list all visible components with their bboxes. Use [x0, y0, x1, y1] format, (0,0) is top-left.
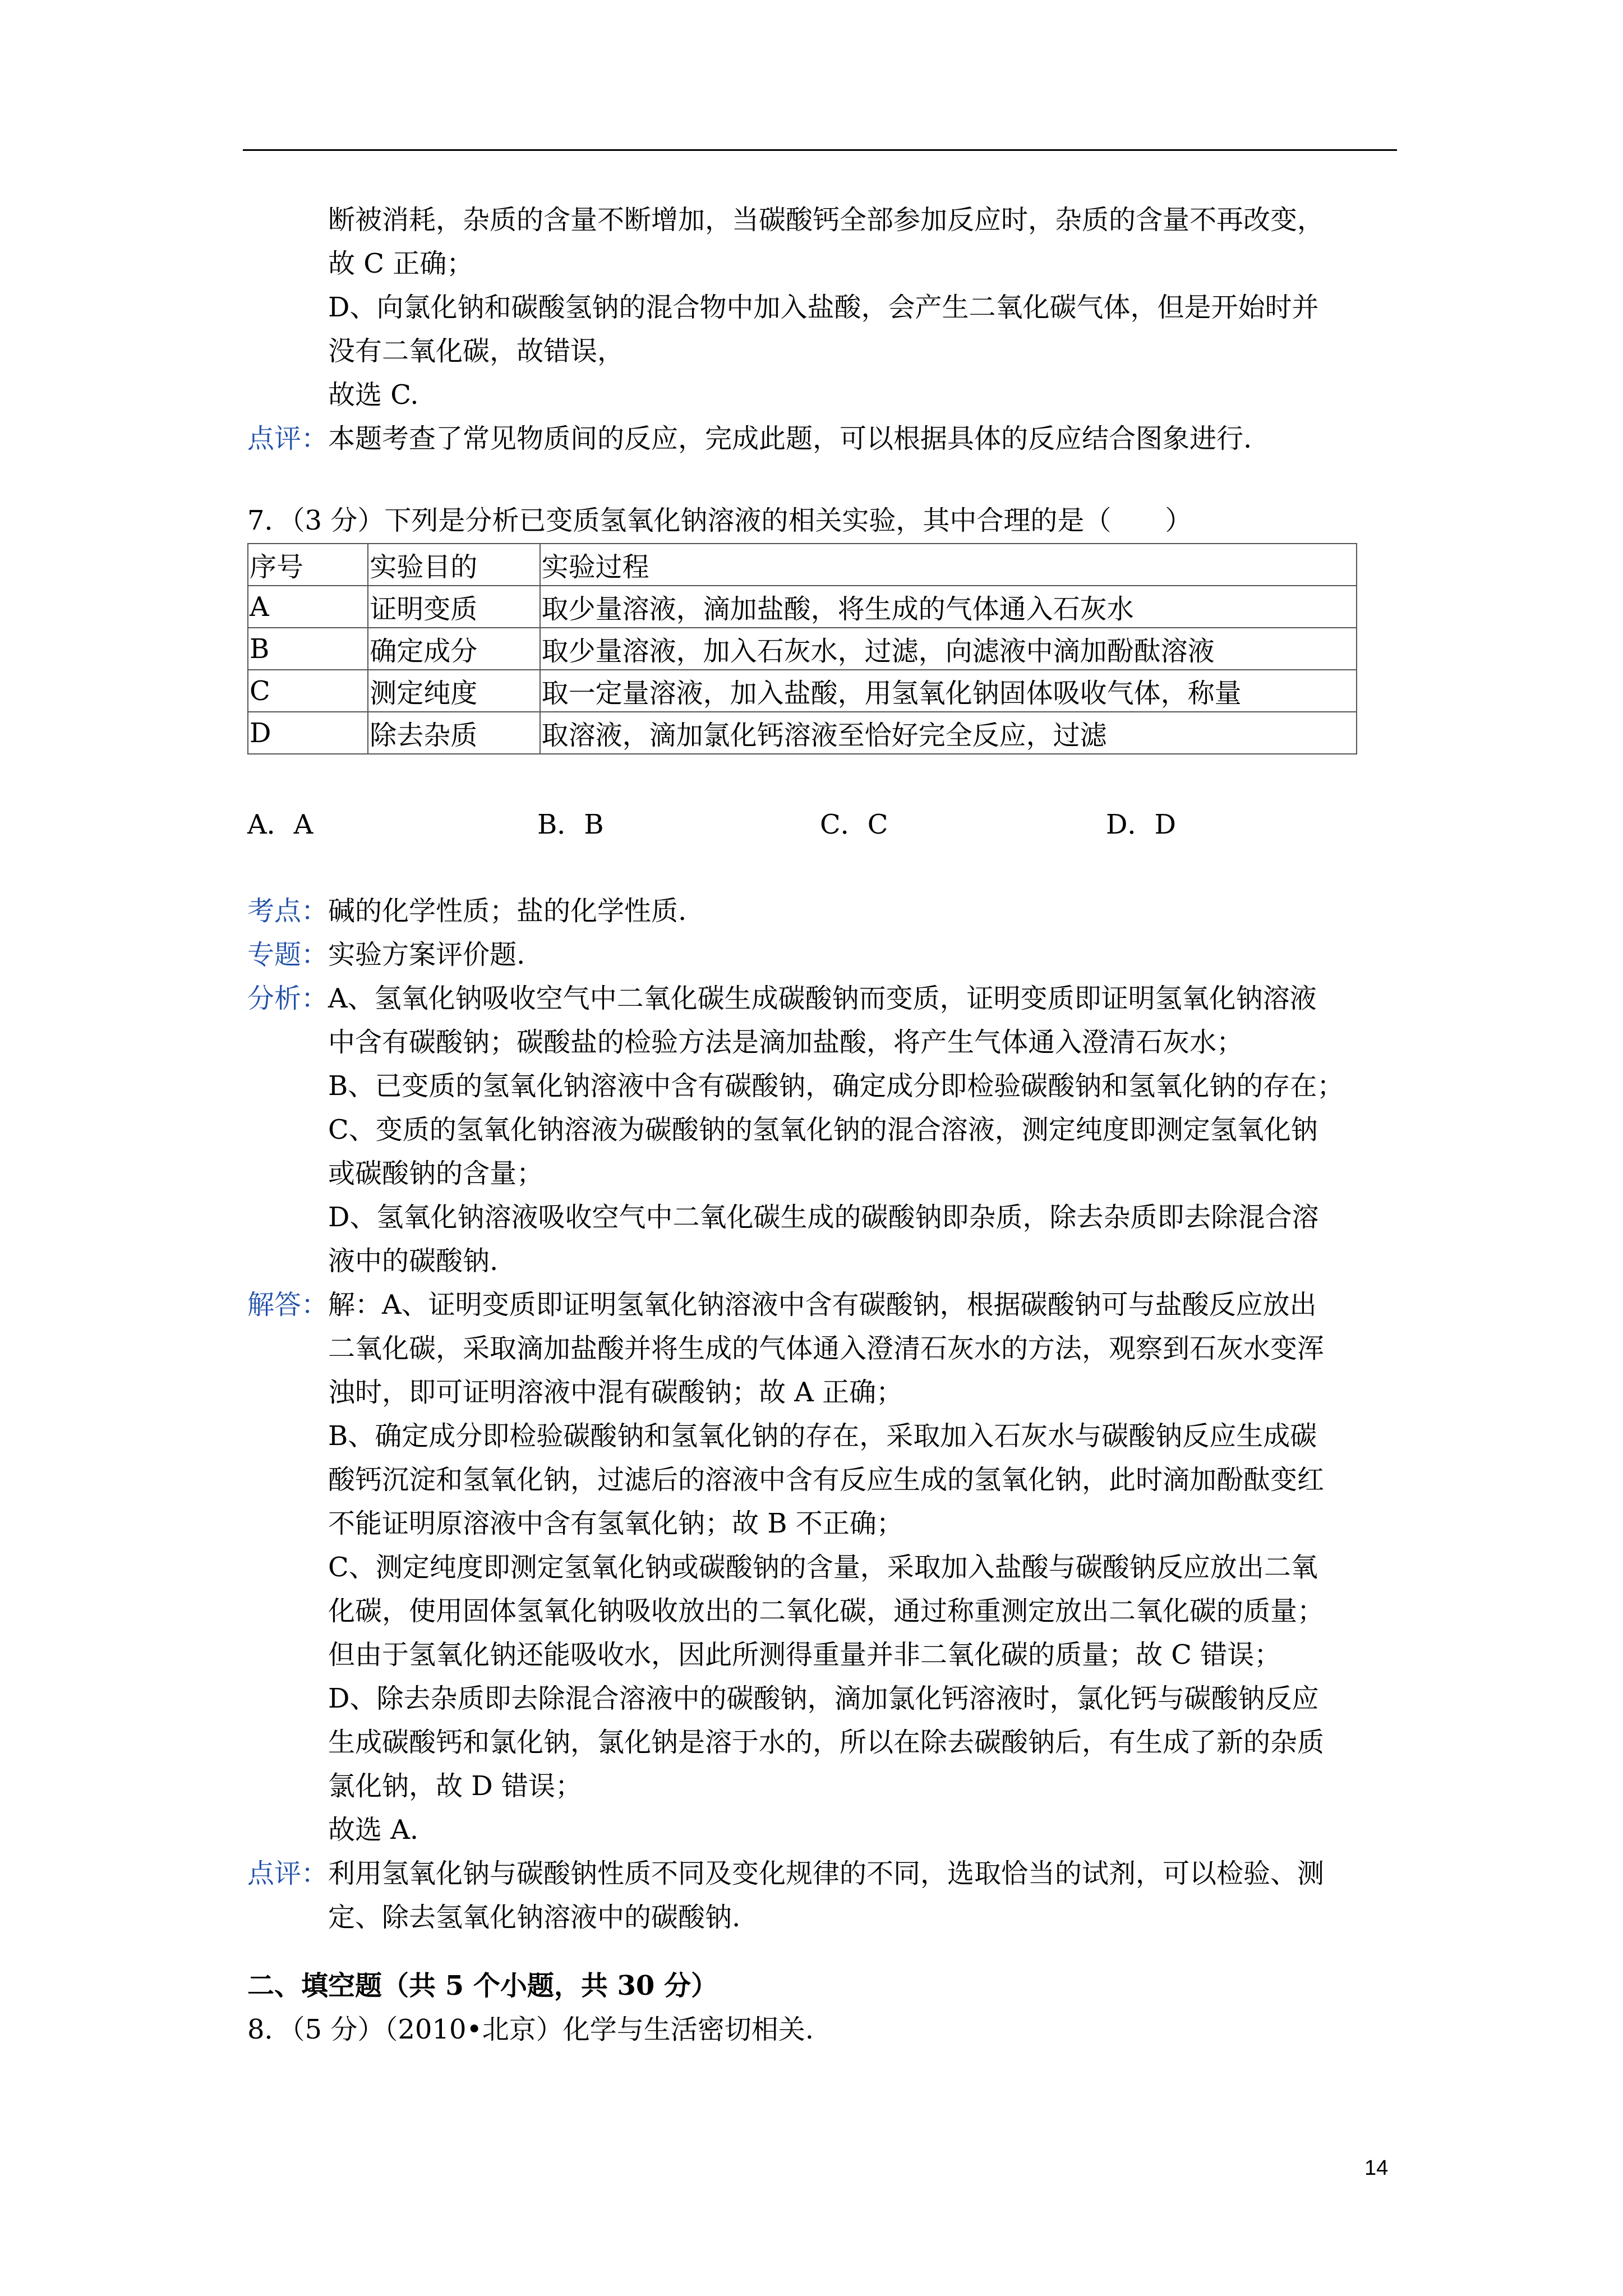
- table-cell: B: [248, 628, 368, 670]
- experiment-table: [247, 543, 1357, 754]
- option-b: B．B: [537, 809, 604, 840]
- table-cell: A: [248, 586, 368, 628]
- jieda-line-9: 但由于氢氧化钠还能吸收水，因此所测得重量并非二氧化碳的质量；故 C 错误；: [328, 1639, 1281, 1671]
- table-header-row: [248, 544, 1357, 586]
- dianping-line-1: 利用氢氧化钠与碳酸钠性质不同及变化规律的不同，选取恰当的试剂，可以检验、测: [328, 1858, 1325, 1889]
- jieda-line-7: C、测定纯度即测定氢氧化钠或碳酸钠的含量，采取加入盐酸与碳酸钠反应放出二氧: [328, 1552, 1318, 1583]
- question-7-stem: 7．（3 分）下列是分析已变质氢氧化钠溶液的相关实验，其中合理的是（ ）: [247, 505, 1192, 536]
- fenxi-line-2: 中含有碳酸钠；碳酸盐的检验方法是滴加盐酸，将产生气体通入澄清石灰水；: [328, 1027, 1244, 1058]
- table-row: [248, 670, 1357, 712]
- fenxi-line-4: C、变质的氢氧化钠溶液为碳酸钠的氢氧化钠的混合溶液，测定纯度即测定氢氧化钠: [328, 1114, 1318, 1145]
- zhuanti: [247, 938, 525, 972]
- table-cell: 取溶液，滴加氯化钙溶液至恰好完全反应，过滤: [540, 712, 1357, 754]
- option-d: D．D: [1106, 809, 1176, 840]
- prev-comment: [247, 422, 1252, 455]
- table-row: [248, 628, 1357, 670]
- table-cell: 确定成分: [368, 628, 540, 670]
- table-cell: 测定纯度: [368, 670, 540, 712]
- prev-answer-line-2: 故 C 正确；: [328, 248, 474, 279]
- jieda-line-3: 浊时，即可证明溶液中混有碳酸钠；故 A 正确；: [328, 1377, 903, 1408]
- prev-answer-line-4: 没有二氧化碳，故错误，: [328, 335, 625, 367]
- prev-comment-text: 本题考查了常见物质间的反应，完成此题，可以根据具体的反应结合图象进行.: [328, 423, 1252, 454]
- table-cell: 取一定量溶液，加入盐酸，用氢氧化钠固体吸收气体，称量: [540, 670, 1357, 712]
- jieda-line-4: B、确定成分即检验碳酸钠和氢氧化钠的存在，采取加入石灰水与碳酸钠反应生成碳: [328, 1420, 1317, 1452]
- jieda-line-1: 解：A、证明变质即证明氢氧化钠溶液中含有碳酸钠，根据碳酸钠可与盐酸反应放出: [328, 1289, 1317, 1320]
- prev-answer-line-1: 断被消耗，杂质的含量不断增加，当碳酸钙全部参加反应时，杂质的含量不再改变，: [328, 204, 1325, 236]
- dianping-line-2: 定、除去氢氧化钠溶液中的碳酸钠.: [328, 1902, 741, 1933]
- kaodian: [247, 894, 686, 928]
- fenxi-line-7: 液中的碳酸钠.: [328, 1245, 499, 1277]
- fenxi-line-5: 或碳酸钠的含量；: [328, 1158, 544, 1189]
- table-header-cell: 实验目的: [368, 544, 540, 586]
- fenxi-label: 分析：: [247, 983, 329, 1014]
- prev-answer-line-5: 故选 C.: [328, 379, 419, 411]
- header-rule: [243, 149, 1397, 151]
- jieda-line-6: 不能证明原溶液中含有氢氧化钠；故 B 不正确；: [328, 1508, 903, 1539]
- zhuanti-label: 专题：: [247, 939, 329, 970]
- section-2-title: 二、填空题（共 5 个小题，共 30 分）: [247, 1970, 718, 2001]
- table-cell: 取少量溶液，加入石灰水，过滤，向滤液中滴加酚酞溶液: [540, 628, 1357, 670]
- table-header-cell: 实验过程: [540, 544, 1357, 586]
- table-cell: D: [248, 712, 368, 754]
- table-cell: 除去杂质: [368, 712, 540, 754]
- prev-answer-line-3: D、向氯化钠和碳酸氢钠的混合物中加入盐酸，会产生二氧化碳气体，但是开始时并: [328, 292, 1319, 323]
- kaodian-text: 碱的化学性质；盐的化学性质.: [328, 895, 687, 927]
- jieda-label: 解答：: [247, 1289, 329, 1320]
- jieda-line-11: 生成碳酸钙和氯化钠，氯化钠是溶于水的，所以在除去碳酸钠后，有生成了新的杂质: [328, 1727, 1325, 1758]
- prev-comment-label: 点评：: [247, 423, 329, 454]
- table-cell: C: [248, 670, 368, 712]
- table-row: [248, 586, 1357, 628]
- jieda-line-5: 酸钙沉淀和氢氧化钠，过滤后的溶液中含有反应生成的氢氧化钠，此时滴加酚酞变红: [328, 1464, 1325, 1496]
- page-number: 14: [1364, 2156, 1389, 2180]
- jieda-line-13: 故选 A.: [328, 1814, 419, 1846]
- dianping-label: 点评：: [247, 1858, 329, 1889]
- jieda-line-10: D、除去杂质即去除混合溶液中的碳酸钠，滴加氯化钙溶液时，氯化钙与碳酸钠反应: [328, 1683, 1319, 1714]
- table-cell: 取少量溶液，滴加盐酸，将生成的气体通入石灰水: [540, 586, 1357, 628]
- kaodian-label: 考点：: [247, 895, 329, 927]
- table-header-cell: 序号: [248, 544, 368, 586]
- fenxi-line-3: B、已变质的氢氧化钠溶液中含有碳酸钠，确定成分即检验碳酸钠和氢氧化钠的存在；: [328, 1070, 1344, 1102]
- fenxi-line-1: A、氢氧化钠吸收空气中二氧化碳生成碳酸钠而变质，证明变质即证明氢氧化钠溶液: [328, 983, 1317, 1014]
- jieda-line-8: 化碳，使用固体氢氧化钠吸收放出的二氧化碳，通过称重测定放出二氧化碳的质量；: [328, 1595, 1325, 1627]
- fenxi-line-6: D、氢氧化钠溶液吸收空气中二氧化碳生成的碳酸钠即杂质，除去杂质即去除混合溶: [328, 1202, 1319, 1233]
- question-8-stem: 8．（5 分）（2010•北京）化学与生活密切相关.: [247, 2014, 814, 2045]
- zhuanti-text: 实验方案评价题.: [328, 939, 525, 970]
- jieda-line-2: 二氧化碳，采取滴加盐酸并将生成的气体通入澄清石灰水的方法，观察到石灰水变浑: [328, 1333, 1325, 1364]
- jieda-line-12: 氯化钠，故 D 错误；: [328, 1770, 583, 1802]
- option-a: A．A: [247, 809, 313, 840]
- table-row: [248, 712, 1357, 754]
- option-c: C．C: [820, 809, 888, 840]
- table-cell: 证明变质: [368, 586, 540, 628]
